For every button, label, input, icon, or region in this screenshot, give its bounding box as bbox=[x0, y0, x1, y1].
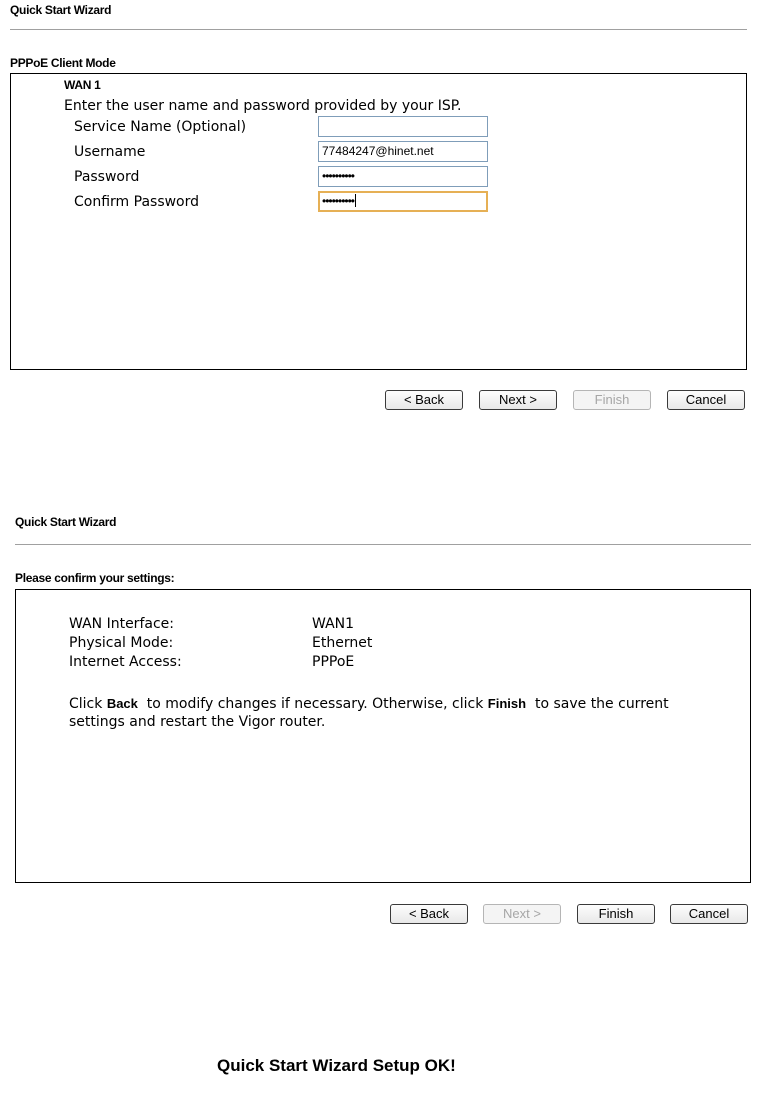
pppoe-settings-box bbox=[10, 73, 747, 370]
username-input[interactable]: 77484247@hinet.net bbox=[318, 141, 488, 162]
confirm-note-line2: settings and restart the Vigor router. bbox=[69, 714, 326, 730]
back-button[interactable]: < Back bbox=[385, 390, 463, 410]
summary-label-wan-interface: WAN Interface: bbox=[69, 616, 174, 632]
section-title: PPPoE Client Mode bbox=[10, 56, 116, 70]
password-input[interactable] bbox=[318, 166, 488, 187]
title-divider bbox=[15, 544, 751, 545]
section-title: Please confirm your settings: bbox=[15, 571, 175, 585]
service-name-label: Service Name (Optional) bbox=[74, 119, 247, 135]
confirm-password-mask: •••••••••• bbox=[322, 194, 355, 208]
summary-value-physical-mode: Ethernet bbox=[312, 635, 373, 651]
note-text: to modify changes if necessary. Otherwise, click bbox=[137, 696, 488, 712]
confirm-password-input[interactable] bbox=[318, 191, 488, 212]
username-label: Username bbox=[74, 144, 146, 160]
title-divider bbox=[10, 29, 747, 30]
wizard-title: Quick Start Wizard bbox=[10, 3, 112, 17]
summary-label-physical-mode: Physical Mode: bbox=[69, 635, 174, 651]
note-text: to save the current bbox=[526, 696, 669, 712]
next-button[interactable]: Next > bbox=[479, 390, 557, 410]
summary-value-internet-access: PPPoE bbox=[312, 654, 355, 670]
next-button[interactable]: Next > bbox=[483, 904, 561, 924]
confirm-note-line1 bbox=[69, 696, 669, 712]
wan-label: WAN 1 bbox=[64, 78, 101, 92]
finish-button[interactable]: Finish bbox=[573, 390, 651, 410]
confirm-settings-box bbox=[15, 589, 751, 883]
summary-label-internet-access: Internet Access: bbox=[69, 654, 182, 670]
wizard-title: Quick Start Wizard bbox=[15, 515, 117, 529]
confirm-password-label: Confirm Password bbox=[74, 194, 200, 210]
service-name-input[interactable] bbox=[318, 116, 488, 137]
note-text: Click bbox=[69, 696, 107, 712]
summary-value-wan-interface: WAN1 bbox=[312, 616, 355, 632]
back-button[interactable]: < Back bbox=[390, 904, 468, 924]
cancel-button[interactable]: Cancel bbox=[667, 390, 745, 410]
text-caret bbox=[355, 194, 356, 207]
password-mask: •••••••••• bbox=[322, 169, 355, 183]
password-label: Password bbox=[74, 169, 140, 185]
instruction-text: Enter the user name and password provided by your ISP. bbox=[64, 98, 462, 114]
note-back-word: Back bbox=[106, 696, 138, 711]
setup-ok-message: Quick Start Wizard Setup OK! bbox=[217, 1056, 456, 1075]
note-finish-word: Finish bbox=[487, 696, 527, 711]
finish-button[interactable]: Finish bbox=[577, 904, 655, 924]
cancel-button[interactable]: Cancel bbox=[670, 904, 748, 924]
